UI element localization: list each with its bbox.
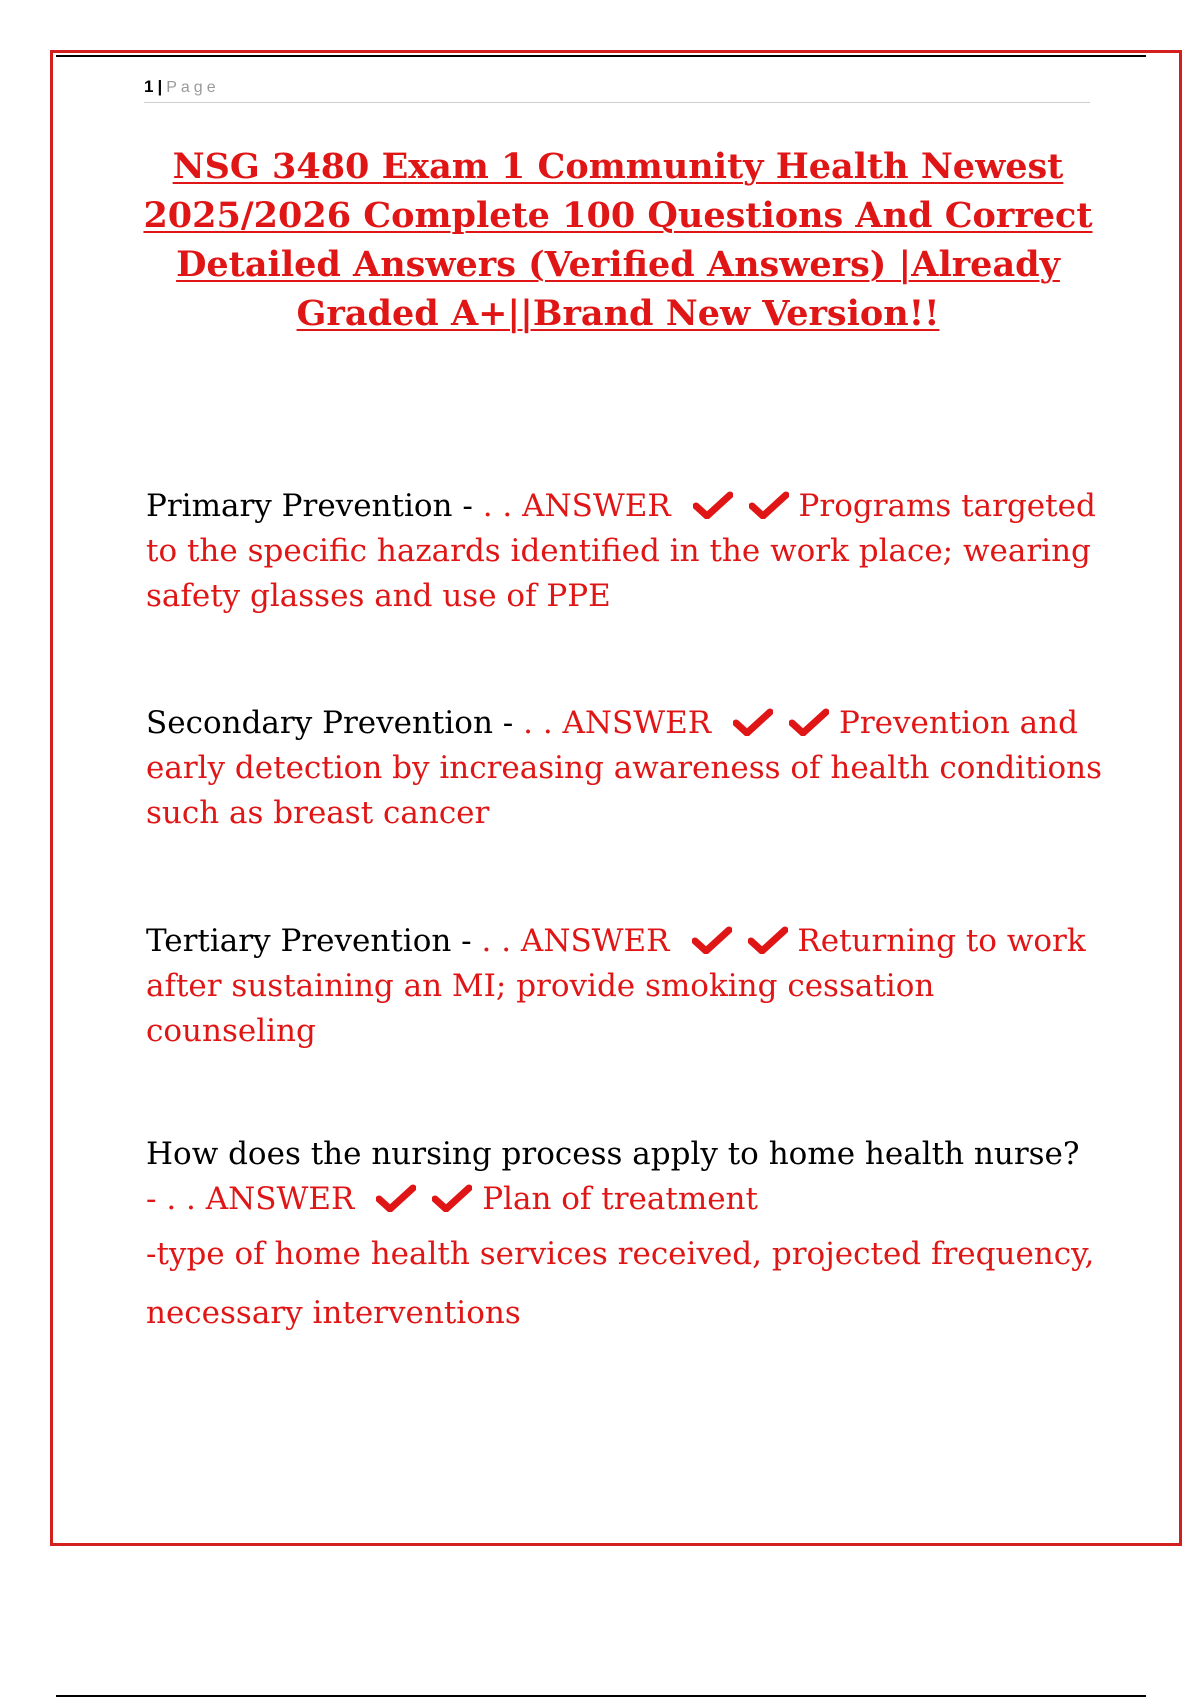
bottom-rule <box>56 1695 1146 1697</box>
qa-item <box>146 1132 1136 1336</box>
answer-label: - . . ANSWER <box>146 1181 355 1217</box>
page-separator: | <box>157 77 163 96</box>
question-text: How does the nursing process apply to home health nurse? <box>146 1136 1080 1172</box>
checkmark-icon <box>432 1184 472 1212</box>
question-text: Secondary Prevention - <box>146 705 524 741</box>
page-word: Page <box>166 79 220 96</box>
answer-text: Plan of treatment <box>482 1181 758 1217</box>
checkmark-icon <box>376 1184 416 1212</box>
checkmarks <box>733 705 829 741</box>
checkmarks <box>693 488 789 524</box>
page-header <box>144 74 1090 103</box>
page-number: 1 <box>144 77 154 96</box>
answer-label: . . ANSWER <box>481 923 670 959</box>
question-text: Primary Prevention - <box>146 488 483 524</box>
question-text: Tertiary Prevention - <box>146 923 482 959</box>
checkmark-icon <box>693 491 733 519</box>
checkmark-icon <box>749 491 789 519</box>
document-title: NSG 3480 Exam 1 Community Health Newest 2025/2026 Complete 100 Questions And Correct Detailed Answers (Verified Answers) |Already Graded A+||Brand New Version!! <box>143 146 1093 334</box>
qa-item <box>146 919 1106 1054</box>
answer-label: . . ANSWER <box>482 488 671 524</box>
qa-item <box>146 484 1106 619</box>
answer-detail: necessary interventions <box>146 1295 521 1331</box>
checkmark-icon <box>748 926 788 954</box>
answer-text: Programs targeted to the specific hazards identified in the work place; wearing safety glasses and use of PPE <box>146 488 1096 614</box>
checkmark-icon <box>733 708 773 736</box>
checkmark-icon <box>692 926 732 954</box>
answer-detail: -type of home health services received, projected frequency, <box>146 1236 1095 1272</box>
answer-text: Prevention and early detection by increasing awareness of health conditions such as breast cancer <box>146 705 1103 831</box>
qa-item <box>146 701 1106 836</box>
checkmark-icon <box>789 708 829 736</box>
answer-label: . . ANSWER <box>523 705 712 741</box>
checkmarks <box>692 923 788 959</box>
checkmarks <box>376 1181 472 1217</box>
answer-text: Returning to work after sustaining an MI; provide smoking cessation counseling <box>146 923 1086 1049</box>
